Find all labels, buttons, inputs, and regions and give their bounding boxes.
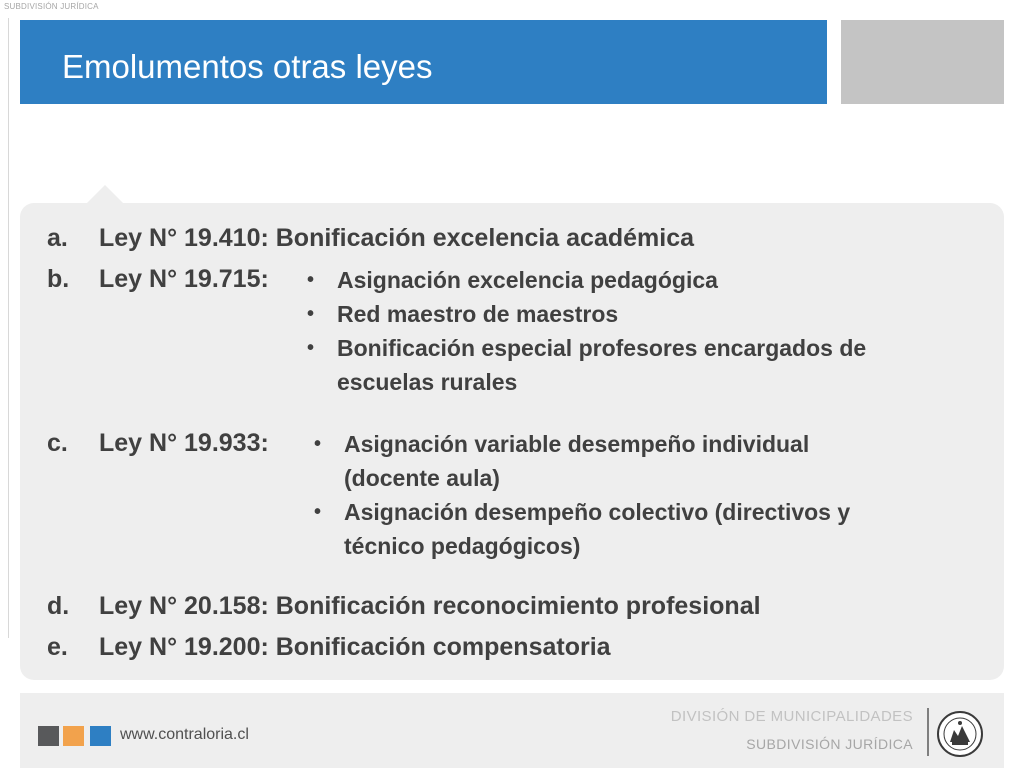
bullet-dot: • [307, 337, 315, 359]
slide-title: Emolumentos otras leyes [62, 48, 433, 85]
bullet-text: Asignación excelencia pedagógica [337, 267, 718, 293]
footer-square-orange [63, 726, 84, 746]
law-letter: d. [47, 592, 70, 620]
contraloria-seal-icon [936, 710, 984, 758]
law-text: Ley N° 19.410: Bonificación excelencia académica [99, 224, 695, 252]
left-rule [8, 18, 9, 638]
bullet-dot: • [307, 269, 315, 291]
law-text: Ley N° 19.715: [99, 265, 269, 293]
bullet-text: Red maestro de maestros [337, 301, 619, 327]
subdivision-label: SUBDIVISIÓN JURÍDICA [746, 736, 913, 752]
footer-square-blue [90, 726, 111, 746]
bullet-item [307, 297, 897, 331]
law-letter: e. [47, 633, 68, 661]
bullet-text: Asignación variable desempeño individual (docente aula) [344, 431, 810, 491]
bullet-text: Asignación desempeño colectivo (directivos y técnico pedagógicos) [344, 499, 851, 559]
corner-label: SUBDIVISIÓN JURÍDICA [4, 2, 99, 11]
law-text: Ley N° 20.158: Bonificación reconocimiento profesional [99, 592, 761, 620]
law-text: Ley N° 19.933: [99, 429, 269, 457]
bullet-item [314, 495, 904, 563]
bullet-text: Bonificación especial profesores encargados de escuelas rurales [337, 335, 867, 395]
law-b-bullet-list [307, 263, 897, 399]
law-letter: c. [47, 429, 68, 457]
law-letter: a. [47, 224, 68, 252]
bullet-item [307, 331, 897, 399]
footer-divider [927, 708, 929, 756]
law-c-bullet-list [314, 427, 904, 563]
title-bar [20, 20, 827, 104]
bullet-dot: • [307, 303, 315, 325]
panel-notch [86, 185, 124, 204]
header-grey-block [841, 20, 1004, 104]
bullet-dot: • [314, 433, 322, 455]
division-label: DIVISIÓN DE MUNICIPALIDADES [670, 708, 913, 725]
bullet-item [307, 263, 897, 297]
bullet-item [314, 427, 904, 495]
website-link[interactable]: www.contraloria.cl [120, 726, 249, 743]
law-letter: b. [47, 265, 70, 293]
footer-square-dark [38, 726, 59, 746]
bullet-dot: • [314, 501, 322, 523]
law-text: Ley N° 19.200: Bonificación compensatoria [99, 633, 611, 661]
